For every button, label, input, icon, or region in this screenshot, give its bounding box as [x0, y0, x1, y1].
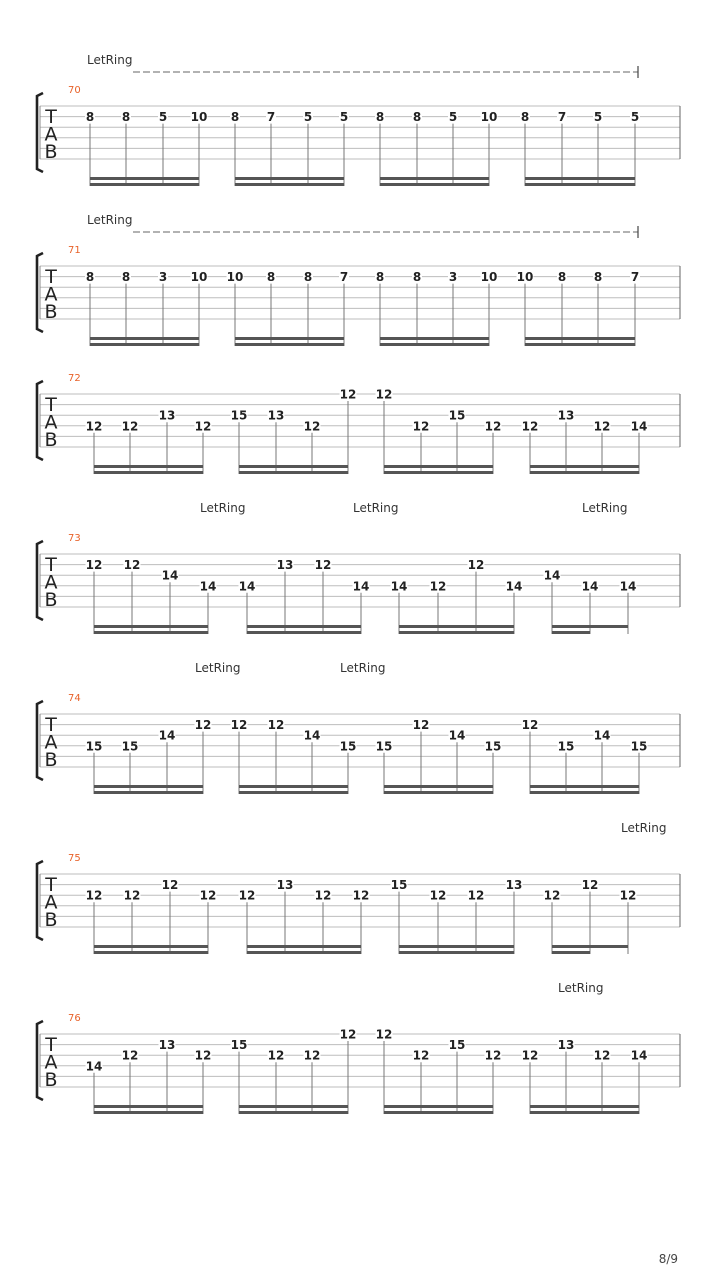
fret-number: 12 — [412, 419, 430, 434]
beam-primary — [247, 945, 361, 948]
beam-primary — [530, 785, 639, 788]
beam-secondary — [94, 471, 203, 474]
fret-number: 8 — [85, 270, 95, 285]
beam-secondary — [384, 1111, 493, 1114]
beam-primary — [94, 465, 203, 468]
beam-secondary — [239, 1111, 348, 1114]
fret-number: 10 — [516, 270, 534, 285]
measure-number: 74 — [68, 693, 81, 704]
fret-number: 15 — [630, 739, 648, 754]
fret-number: 15 — [339, 739, 357, 754]
fret-number: 12 — [581, 878, 599, 893]
let-ring-label: LetRing — [87, 53, 133, 67]
tab-clef-letter: B — [44, 589, 58, 611]
fret-number: 15 — [390, 878, 408, 893]
beam-primary — [525, 177, 635, 180]
tab-system-71 — [37, 213, 680, 346]
fret-number: 12 — [194, 718, 212, 733]
beam-primary — [235, 337, 344, 340]
fret-number: 14 — [238, 579, 256, 594]
tab-clef-letter: A — [44, 731, 58, 754]
fret-number: 14 — [630, 1048, 648, 1063]
beam-secondary — [380, 183, 489, 186]
fret-number: 10 — [480, 270, 498, 285]
fret-number: 15 — [448, 408, 466, 423]
beam-secondary — [247, 951, 361, 954]
fret-number: 7 — [339, 270, 349, 285]
fret-number: 12 — [121, 419, 139, 434]
fret-number: 5 — [593, 110, 603, 125]
fret-number: 15 — [448, 1038, 466, 1053]
let-ring-label: LetRing — [582, 501, 628, 515]
tab-clef-letter: T — [45, 1034, 57, 1056]
beam-primary — [239, 465, 348, 468]
beam-primary — [525, 337, 635, 340]
fret-number: 8 — [230, 110, 240, 125]
fret-number: 12 — [375, 1027, 393, 1042]
beam-secondary — [94, 631, 208, 634]
tab-clef-letter: A — [44, 411, 58, 434]
fret-number: 12 — [412, 1048, 430, 1063]
beam-secondary — [235, 183, 344, 186]
fret-number: 12 — [521, 1048, 539, 1063]
fret-number: 12 — [85, 419, 103, 434]
tab-clef-letter: T — [45, 106, 57, 128]
tab-clef-letter: B — [44, 301, 58, 323]
fret-number: 12 — [123, 888, 141, 903]
tab-system-76 — [37, 981, 680, 1114]
beam-group — [522, 409, 648, 474]
tab-system-75 — [37, 821, 680, 954]
fret-number: 14 — [630, 419, 648, 434]
beam-secondary — [94, 1111, 203, 1114]
tab-clef-letter: T — [45, 266, 57, 288]
let-ring-label: LetRing — [87, 213, 133, 227]
let-ring-label: LetRing — [621, 821, 667, 835]
page-number: 8/9 — [658, 1252, 678, 1266]
beam-primary — [384, 465, 493, 468]
tab-clef-letter: A — [44, 1051, 58, 1074]
fret-number: 12 — [484, 1048, 502, 1063]
fret-number: 5 — [630, 110, 640, 125]
fret-number: 8 — [121, 110, 131, 125]
beam-primary — [94, 945, 208, 948]
fret-number: 15 — [230, 408, 248, 423]
fret-number: 14 — [303, 728, 321, 743]
beam-secondary — [239, 791, 348, 794]
beam-secondary — [399, 631, 514, 634]
tab-clef-letter: B — [44, 1069, 58, 1091]
fret-number: 3 — [448, 270, 458, 285]
beam-group — [376, 388, 502, 475]
fret-number: 12 — [593, 419, 611, 434]
beam-primary — [530, 1105, 639, 1108]
fret-number: 14 — [505, 579, 523, 594]
fret-number: 7 — [266, 110, 276, 125]
beam-secondary — [247, 631, 361, 634]
fret-number: 8 — [593, 270, 603, 285]
beam-primary — [90, 337, 199, 340]
fret-number: 12 — [267, 718, 285, 733]
fret-number: 12 — [412, 718, 430, 733]
tab-clef-letter: A — [44, 571, 58, 594]
fret-number: 14 — [581, 579, 599, 594]
beam-secondary — [90, 343, 199, 346]
fret-number: 14 — [619, 579, 637, 594]
beam-secondary — [384, 471, 493, 474]
fret-number: 12 — [619, 888, 637, 903]
fret-number: 12 — [194, 419, 212, 434]
beam-primary — [380, 337, 489, 340]
beam-primary — [399, 625, 514, 628]
beam-secondary — [90, 183, 199, 186]
fret-number: 12 — [303, 1048, 321, 1063]
let-ring-label: LetRing — [195, 661, 241, 675]
tab-clef-letter: B — [44, 749, 58, 771]
measure-number: 76 — [68, 1013, 81, 1024]
fret-number: 14 — [352, 579, 370, 594]
fret-number: 5 — [448, 110, 458, 125]
fret-number: 12 — [339, 1027, 357, 1042]
beam-group — [86, 409, 212, 474]
fret-number: 12 — [123, 558, 141, 573]
fret-number: 5 — [158, 110, 168, 125]
beam-primary — [90, 177, 199, 180]
fret-number: 14 — [448, 728, 466, 743]
tab-system-73 — [37, 501, 680, 634]
fret-number: 8 — [375, 270, 385, 285]
fret-number: 7 — [557, 110, 567, 125]
fret-number: 12 — [85, 888, 103, 903]
measure-number: 71 — [68, 245, 81, 256]
beam-secondary — [552, 951, 590, 954]
fret-number: 13 — [557, 1038, 575, 1053]
measure-number: 72 — [68, 373, 81, 384]
tab-clef-letter: A — [44, 283, 58, 306]
fret-number: 12 — [375, 387, 393, 402]
fret-number: 15 — [85, 739, 103, 754]
beam-group — [376, 1028, 502, 1115]
fret-number: 8 — [557, 270, 567, 285]
fret-number: 10 — [190, 110, 208, 125]
fret-number: 14 — [85, 1059, 103, 1074]
beam-secondary — [94, 791, 203, 794]
beam-primary — [239, 785, 348, 788]
fret-number: 8 — [412, 270, 422, 285]
fret-number: 8 — [375, 110, 385, 125]
fret-number: 14 — [199, 579, 217, 594]
fret-number: 8 — [85, 110, 95, 125]
tab-clef-letter: A — [44, 891, 58, 914]
tab-system-74 — [37, 661, 680, 794]
beam-secondary — [525, 343, 635, 346]
let-ring-label: LetRing — [353, 501, 399, 515]
fret-number: 12 — [593, 1048, 611, 1063]
fret-number: 14 — [593, 728, 611, 743]
fret-number: 12 — [352, 888, 370, 903]
fret-number: 13 — [158, 1038, 176, 1053]
beam-primary — [384, 785, 493, 788]
measure-number: 70 — [68, 85, 81, 96]
fret-number: 12 — [121, 1048, 139, 1063]
fret-number: 13 — [267, 408, 285, 423]
fret-number: 8 — [266, 270, 276, 285]
fret-number: 10 — [190, 270, 208, 285]
fret-number: 12 — [521, 718, 539, 733]
fret-number: 15 — [375, 739, 393, 754]
let-ring-label: LetRing — [558, 981, 604, 995]
beam-primary — [94, 785, 203, 788]
fret-number: 12 — [339, 387, 357, 402]
fret-number: 5 — [303, 110, 313, 125]
tab-clef-letter: T — [45, 874, 57, 896]
fret-number: 14 — [543, 568, 561, 583]
fret-number: 15 — [484, 739, 502, 754]
fret-number: 15 — [557, 739, 575, 754]
fret-number: 14 — [161, 568, 179, 583]
fret-number: 12 — [230, 718, 248, 733]
fret-number: 12 — [484, 419, 502, 434]
measure-number: 73 — [68, 533, 81, 544]
let-ring-label: LetRing — [200, 501, 246, 515]
fret-number: 8 — [520, 110, 530, 125]
fret-number: 12 — [429, 579, 447, 594]
fret-number: 13 — [276, 878, 294, 893]
beam-primary — [530, 465, 639, 468]
fret-number: 15 — [121, 739, 139, 754]
beam-primary — [384, 1105, 493, 1108]
fret-number: 13 — [158, 408, 176, 423]
beam-primary — [94, 1105, 203, 1108]
beam-group — [544, 569, 637, 634]
fret-number: 10 — [226, 270, 244, 285]
fret-number: 15 — [230, 1038, 248, 1053]
beam-primary — [399, 945, 514, 948]
fret-number: 12 — [429, 888, 447, 903]
fret-number: 12 — [314, 558, 332, 573]
beam-secondary — [384, 791, 493, 794]
tab-system-70 — [37, 53, 680, 186]
fret-number: 10 — [480, 110, 498, 125]
fret-number: 13 — [505, 878, 523, 893]
fret-number: 12 — [543, 888, 561, 903]
beam-secondary — [552, 631, 590, 634]
fret-number: 14 — [390, 579, 408, 594]
fret-number: 14 — [158, 728, 176, 743]
fret-number: 12 — [467, 888, 485, 903]
fret-number: 7 — [630, 270, 640, 285]
fret-number: 12 — [161, 878, 179, 893]
fret-number: 8 — [121, 270, 131, 285]
beam-primary — [552, 625, 628, 628]
fret-number: 12 — [303, 419, 321, 434]
beam-primary — [247, 625, 361, 628]
tab-clef-letter: B — [44, 141, 58, 163]
fret-number: 12 — [267, 1048, 285, 1063]
fret-number: 13 — [557, 408, 575, 423]
fret-number: 12 — [85, 558, 103, 573]
beam-secondary — [380, 343, 489, 346]
fret-number: 12 — [194, 1048, 212, 1063]
measure-number: 75 — [68, 853, 81, 864]
beam-secondary — [530, 791, 639, 794]
beam-primary — [94, 625, 208, 628]
fret-number: 3 — [158, 270, 168, 285]
beam-group — [231, 1028, 357, 1115]
beam-secondary — [94, 951, 208, 954]
beam-secondary — [530, 1111, 639, 1114]
beam-secondary — [239, 471, 348, 474]
fret-number: 12 — [467, 558, 485, 573]
beam-primary — [239, 1105, 348, 1108]
beam-primary — [235, 177, 344, 180]
beam-group — [231, 388, 357, 475]
let-ring-label: LetRing — [340, 661, 386, 675]
fret-number: 8 — [412, 110, 422, 125]
fret-number: 12 — [238, 888, 256, 903]
tab-clef-letter: B — [44, 429, 58, 451]
tab-clef-letter: T — [45, 394, 57, 416]
fret-number: 12 — [199, 888, 217, 903]
beam-secondary — [530, 471, 639, 474]
fret-number: 13 — [276, 558, 294, 573]
fret-number: 12 — [314, 888, 332, 903]
beam-secondary — [235, 343, 344, 346]
fret-number: 12 — [521, 419, 539, 434]
tab-clef-letter: A — [44, 123, 58, 146]
beam-secondary — [399, 951, 514, 954]
beam-primary — [552, 945, 628, 948]
fret-number: 8 — [303, 270, 313, 285]
beam-primary — [380, 177, 489, 180]
fret-number: 5 — [339, 110, 349, 125]
tab-clef-letter: T — [45, 554, 57, 576]
tab-clef-letter: T — [45, 714, 57, 736]
beam-secondary — [525, 183, 635, 186]
tab-system-72 — [37, 373, 680, 474]
tab-clef-letter: B — [44, 909, 58, 931]
